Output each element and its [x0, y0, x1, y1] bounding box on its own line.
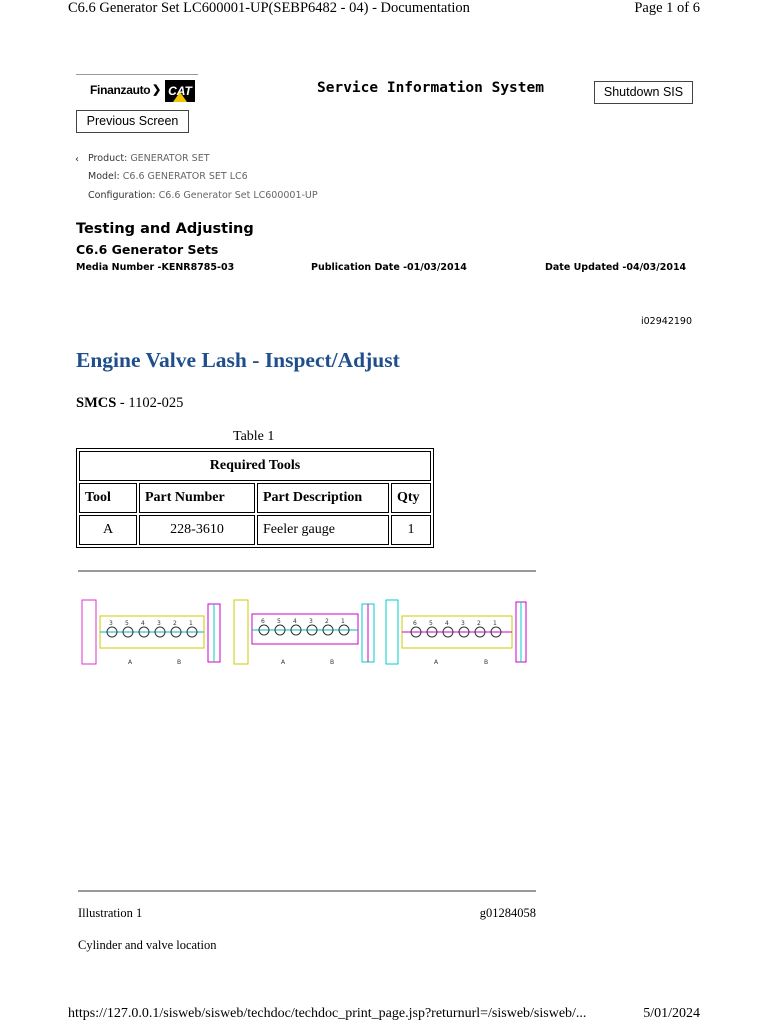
- print-footer-date: 5/01/2024: [643, 1006, 700, 1021]
- section-heading: Engine Valve Lash - Inspect/Adjust: [76, 348, 400, 372]
- engine-view-2: [234, 600, 374, 666]
- cylinder-valve-illustration: [78, 596, 538, 670]
- cylinder-label: 3: [157, 620, 161, 627]
- print-header-title: C6.6 Generator Set LC600001-UP(SEBP6482 - 04) - Documentation: [68, 0, 470, 16]
- shutdown-sis-button[interactable]: Shutdown SIS: [594, 81, 693, 104]
- breadcrumb-configuration: Configuration: C6.6 Generator Set LC600001-UP: [88, 190, 318, 201]
- system-title: Service Information System: [317, 80, 544, 96]
- cylinder-label: 3: [109, 620, 113, 627]
- cylinder-label: 6: [261, 618, 265, 625]
- finanzauto-cat-logo: [76, 74, 198, 108]
- table-cell-qty: 1: [391, 515, 431, 545]
- document-title: Testing and Adjusting: [76, 221, 254, 237]
- valve-label-b: B: [484, 659, 489, 666]
- cat-logo: CAT: [165, 80, 195, 102]
- illustration-label: Illustration 1: [78, 906, 143, 920]
- smcs-code: SMCS - 1102-025: [76, 395, 184, 411]
- cylinder-label: 5: [429, 620, 433, 627]
- document-subtitle: C6.6 Generator Sets: [76, 242, 219, 257]
- valve-label-a: A: [128, 659, 133, 666]
- cylinder-label: 3: [309, 618, 313, 625]
- table-header-qty: Qty: [391, 483, 431, 513]
- publication-date: Publication Date -01/03/2014: [311, 262, 467, 273]
- table-header-tool: Tool: [79, 483, 137, 513]
- engine-view-3: [386, 600, 526, 666]
- cylinder-label: 2: [477, 620, 481, 627]
- print-header-page: Page 1 of 6: [634, 0, 700, 16]
- valve-label-b: B: [177, 659, 182, 666]
- table-caption: Table 1: [233, 429, 275, 444]
- table-row: [79, 515, 431, 545]
- illustration-id: g01284058: [479, 906, 536, 920]
- table-cell-tool: A: [79, 515, 137, 545]
- cylinder-label: 5: [125, 620, 129, 627]
- date-updated: Date Updated -04/03/2014: [545, 262, 687, 273]
- valve-label-a: A: [434, 659, 439, 666]
- cylinder-label: 3: [461, 620, 465, 627]
- table-cell-part-description: Feeler gauge: [257, 515, 389, 545]
- illustration-caption: Cylinder and valve location: [78, 938, 217, 952]
- illustration-top-divider: [78, 570, 536, 572]
- valve-label-b: B: [330, 659, 335, 666]
- finanzauto-wordmark: Finanzauto: [90, 83, 151, 97]
- table-header-part-number: Part Number: [139, 483, 255, 513]
- cylinder-label: 6: [413, 620, 417, 627]
- document-id: i02942190: [641, 316, 692, 327]
- cylinder-label: 4: [445, 620, 449, 627]
- table-title: Required Tools: [79, 451, 431, 481]
- arrow-icon: ❯: [152, 84, 162, 96]
- media-number: Media Number -KENR8785-03: [76, 262, 235, 273]
- breadcrumb-product: Product: GENERATOR SET: [88, 153, 210, 164]
- table-cell-part-number: 228-3610: [139, 515, 255, 545]
- cylinder-label: 2: [173, 620, 177, 627]
- cylinder-label: 4: [293, 618, 297, 625]
- previous-screen-button[interactable]: Previous Screen: [76, 110, 189, 133]
- cylinder-label: 1: [341, 618, 345, 625]
- engine-view-1: [82, 600, 220, 666]
- cylinder-label: 1: [493, 620, 497, 627]
- cylinder-label: 1: [189, 620, 193, 627]
- valve-label-a: A: [281, 659, 286, 666]
- cylinder-label: 4: [141, 620, 145, 627]
- breadcrumb-model: Model: C6.6 GENERATOR SET LC6: [88, 171, 248, 182]
- print-footer-url: https://127.0.0.1/sisweb/sisweb/techdoc/techdoc_print_page.jsp?returnurl=/sisweb/sisweb/...: [68, 1006, 587, 1021]
- illustration-bottom-divider: [78, 890, 536, 892]
- table-header-part-description: Part Description: [257, 483, 389, 513]
- required-tools-table: [76, 448, 434, 548]
- chevron-left-icon[interactable]: ‹: [75, 154, 79, 165]
- cylinder-label: 2: [325, 618, 329, 625]
- cylinder-label: 5: [277, 618, 281, 625]
